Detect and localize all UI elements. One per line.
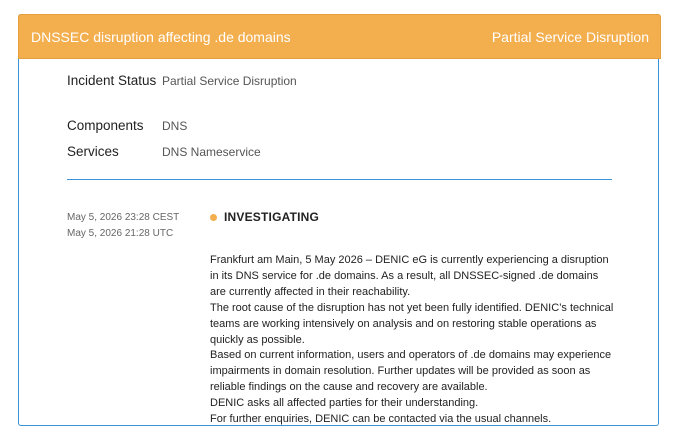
- update-paragraph: Frankfurt am Main, 5 May 2026 – DENIC eG is currently experiencing a disruption in its DNS service for .de domains. As a result, all DNSSEC-signed .de domains are currently affected in their reachability.: [210, 254, 609, 298]
- update-paragraph: Based on current information, users and operators of .de domains may experience impairments in domain resolution. Further updates will be provided as soon as reliable findings on the cause and recovery are available.: [210, 349, 612, 394]
- meta-label-status: Incident Status: [67, 73, 157, 88]
- meta-value-services: DNS Nameservice: [162, 145, 261, 159]
- update-paragraph: The root cause of the disruption has not yet been fully identified. DENIC’s technical teams are working intensively on analysis and on restoring stable operations as quickly as possible.: [210, 301, 614, 346]
- meta-row-services: [67, 143, 612, 169]
- meta-value-components: DNS: [162, 119, 188, 133]
- update-status: INVESTIGATING: [224, 210, 320, 224]
- update-status-line: [210, 210, 319, 224]
- meta-label-services: Services: [67, 144, 119, 159]
- update-paragraph: DENIC asks all affected parties for their understanding.: [210, 397, 479, 410]
- update-paragraph: For further enquiries, DENIC can be contacted via the usual channels.: [210, 413, 552, 426]
- status-dot-icon: [210, 214, 217, 221]
- update-time-utc: May 5, 2026 21:28 UTC: [67, 228, 174, 239]
- section-divider: [67, 179, 612, 180]
- incident-card: [18, 14, 659, 426]
- meta-label-components: Components: [67, 118, 144, 133]
- update-time-local: May 5, 2026 23:28 CEST: [67, 212, 180, 223]
- incident-status-badge: Partial Service Disruption: [491, 28, 649, 45]
- update-timestamps: [67, 210, 197, 242]
- incident-header: [18, 14, 661, 59]
- meta-row-status: [67, 72, 612, 117]
- incident-meta: [67, 72, 612, 169]
- meta-value-status: Partial Service Disruption: [162, 74, 297, 88]
- update-body: [210, 253, 615, 428]
- incident-title: DNSSEC disruption affecting .de domains: [31, 28, 291, 45]
- meta-row-components: [67, 117, 612, 143]
